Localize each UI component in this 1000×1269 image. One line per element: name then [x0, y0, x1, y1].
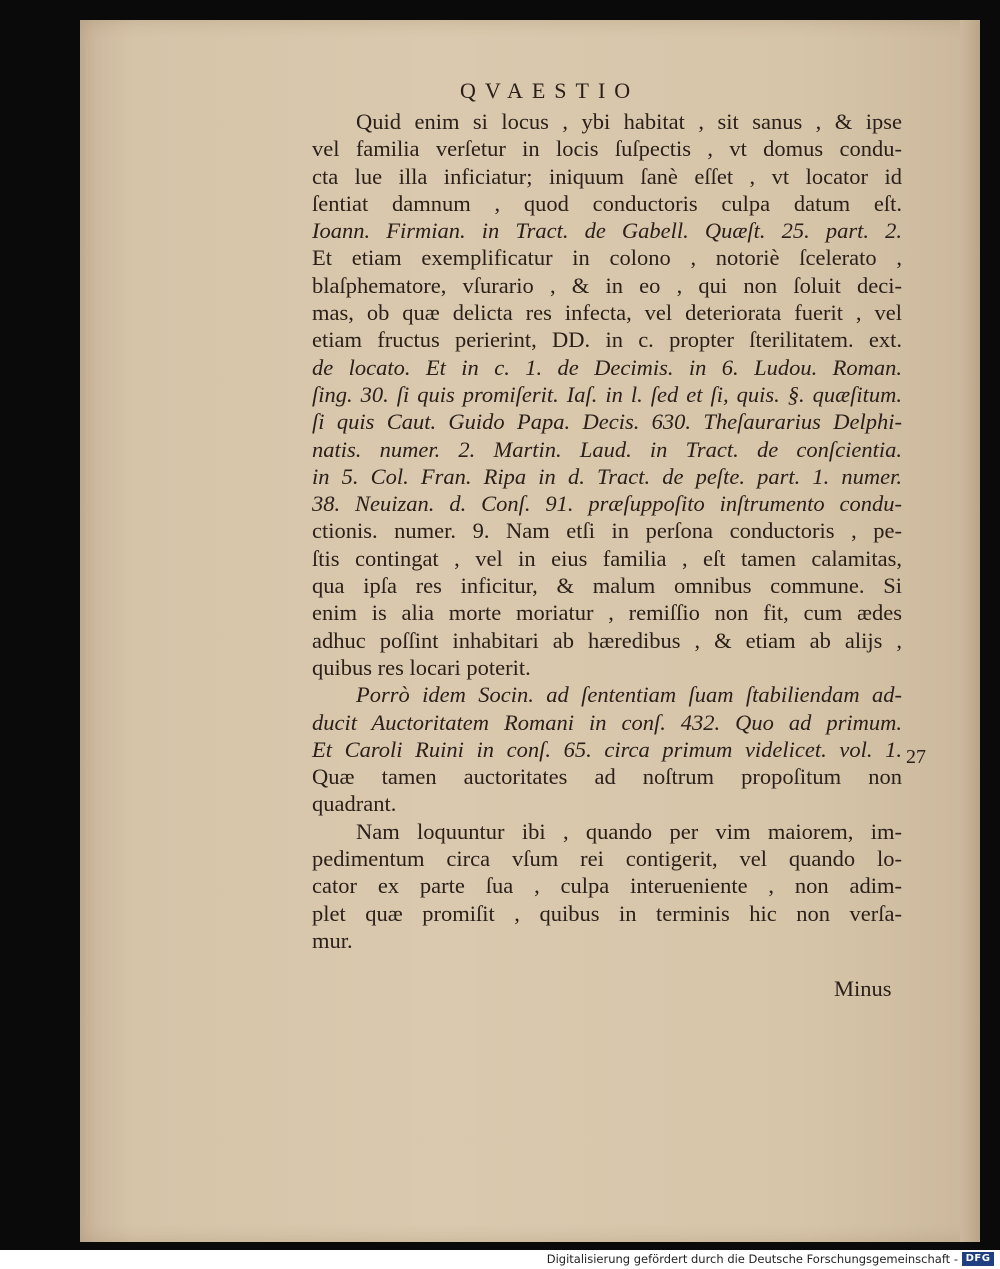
text-line: mur. [312, 927, 353, 953]
text-line: ſtis contingat , vel in eius familia , eſt tamen calamitas, [312, 545, 902, 571]
marginal-number: 27 [906, 746, 926, 768]
text-line: qua ipſa res inficitur, & malum omnibus commune. Si [312, 573, 902, 599]
footer-bar [0, 1250, 1000, 1269]
text-line: pedimentum circa vſum rei contigerit, vel quando lo- [312, 846, 902, 872]
text-line: Nam loquuntur ibi , quando per vim maiorem, im- [356, 818, 902, 844]
body-text [312, 108, 902, 954]
dfg-logo: DFG [962, 1252, 994, 1266]
funding-notice: Digitalisierung gefördert durch die Deutsche Forschungsgemeinschaft - [546, 1252, 958, 1266]
text-line: cta lue illa inficiatur; iniquum ſanè eſſet , vt locator id [312, 163, 902, 189]
text-line: ſi quis Caut. Guido Papa. Decis. 630. Theſaurarius Delphi- [312, 409, 902, 435]
text-line: Porrò idem Socin. ad ſententiam ſuam ſtabiliendam ad- [356, 682, 902, 708]
text-line: vel familia verſetur in locis ſuſpectis , vt domus condu- [312, 136, 902, 162]
text-line: ſentiat damnum , quod conductoris culpa datum eſt. [312, 190, 902, 216]
text-line: 38. Neuizan. d. Conſ. 91. præſuppoſito inſtrumento condu- [312, 491, 902, 517]
text-line: enim is alia morte moriatur , remiſſio non fit, cum ædes [312, 600, 902, 626]
text-line: Quæ tamen auctoritates ad noſtrum propoſitum non [312, 764, 902, 790]
text-line: Et Caroli Ruini in conſ. 65. circa primum videlicet. vol. 1. [312, 736, 902, 762]
text-line: adhuc poſſint inhabitari ab hæredibus , & etiam ab alijs , [312, 627, 902, 653]
text-line: ctionis. numer. 9. Nam etſi in perſona conductoris , pe- [312, 518, 902, 544]
text-line: in 5. Col. Fran. Ripa in d. Tract. de peſte. part. 1. numer. [312, 463, 902, 489]
page-edge [960, 20, 980, 1242]
text-line: Ioann. Firmian. in Tract. de Gabell. Quæſt. 25. part. 2. [312, 218, 902, 244]
text-line: etiam fructus perierint, DD. in c. propter ſterilitatem. ext. [312, 327, 902, 353]
text-line: ſing. 30. ſi quis promiſerit. Iaſ. in l. ſed et ſi, quis. §. quæſitum. [312, 381, 902, 407]
running-header: QVAESTIO [460, 78, 640, 103]
text-line: cator ex parte ſua , culpa interueniente , non adim- [312, 873, 902, 899]
text-line: Et etiam exemplificatur in colono , notoriè ſcelerato , [312, 245, 902, 271]
text-line: blaſphematore, vſurario , & in eo , qui non ſoluit deci- [312, 272, 902, 298]
text-line: quadrant. [312, 791, 397, 817]
catchword: Minus [834, 976, 892, 1001]
text-line: mas, ob quæ delicta res infecta, vel deteriorata fuerit , vel [312, 300, 902, 326]
text-line: plet quæ promiſit , quibus in terminis hic non verſa- [312, 900, 902, 926]
text-line: natis. numer. 2. Martin. Laud. in Tract. de conſcientia. [312, 436, 902, 462]
text-line: ducit Auctoritatem Romani in conſ. 432. Quo ad primum. [312, 709, 902, 735]
text-line: quibus res locari poterit. [312, 654, 531, 680]
text-line: de locato. Et in c. 1. de Decimis. in 6. Ludou. Roman. [312, 354, 902, 380]
text-line: Quid enim si locus , ybi habitat , sit sanus , & ipse [356, 109, 902, 134]
